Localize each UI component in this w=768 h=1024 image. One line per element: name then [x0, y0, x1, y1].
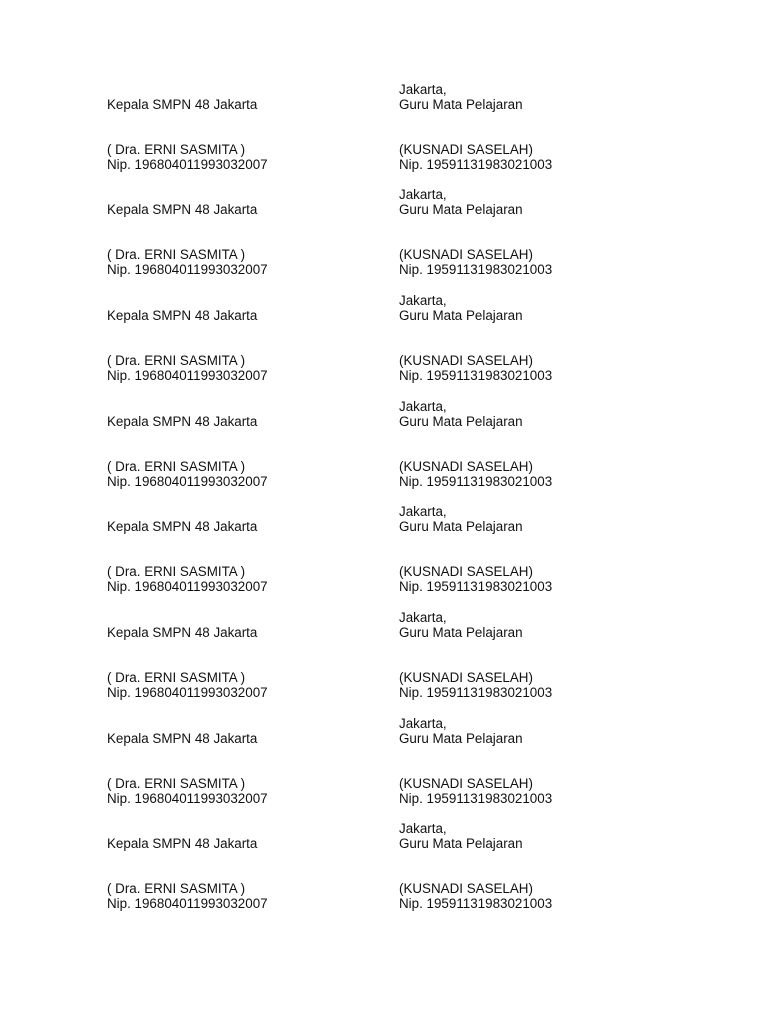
city-date-line: Jakarta, — [399, 504, 447, 519]
teacher-title: Guru Mata Pelajaran — [399, 731, 523, 746]
signature-block — [0, 187, 768, 293]
signature-block — [0, 716, 768, 822]
teacher-nip: Nip. 19591131983021003 — [399, 157, 553, 172]
teacher-title: Guru Mata Pelajaran — [399, 519, 523, 534]
teacher-title: Guru Mata Pelajaran — [399, 308, 523, 323]
city-date-line: Jakarta, — [399, 821, 447, 836]
teacher-nip: Nip. 19591131983021003 — [399, 685, 553, 700]
signature-block — [0, 293, 768, 399]
teacher-name: (KUSNADI SASELAH) — [399, 564, 533, 579]
teacher-name: (KUSNADI SASELAH) — [399, 353, 533, 368]
teacher-name: (KUSNADI SASELAH) — [399, 670, 533, 685]
principal-name: ( Dra. ERNI SASMITA ) — [107, 142, 246, 157]
principal-title: Kepala SMPN 48 Jakarta — [107, 625, 258, 640]
principal-nip: Nip. 196804011993032007 — [107, 579, 268, 594]
principal-nip: Nip. 196804011993032007 — [107, 685, 268, 700]
signature-block — [0, 82, 768, 188]
signature-block — [0, 399, 768, 505]
principal-nip: Nip. 196804011993032007 — [107, 896, 268, 911]
teacher-nip: Nip. 19591131983021003 — [399, 474, 553, 489]
city-date-line: Jakarta, — [399, 716, 447, 731]
principal-title: Kepala SMPN 48 Jakarta — [107, 519, 258, 534]
principal-name: ( Dra. ERNI SASMITA ) — [107, 881, 246, 896]
city-date-line: Jakarta, — [399, 293, 447, 308]
principal-name: ( Dra. ERNI SASMITA ) — [107, 353, 246, 368]
principal-title: Kepala SMPN 48 Jakarta — [107, 308, 258, 323]
teacher-title: Guru Mata Pelajaran — [399, 202, 523, 217]
signature-block — [0, 610, 768, 716]
teacher-nip: Nip. 19591131983021003 — [399, 791, 553, 806]
principal-nip: Nip. 196804011993032007 — [107, 791, 268, 806]
city-date-line: Jakarta, — [399, 187, 447, 202]
principal-name: ( Dra. ERNI SASMITA ) — [107, 459, 246, 474]
teacher-title: Guru Mata Pelajaran — [399, 414, 523, 429]
principal-name: ( Dra. ERNI SASMITA ) — [107, 776, 246, 791]
teacher-nip: Nip. 19591131983021003 — [399, 896, 553, 911]
principal-title: Kepala SMPN 48 Jakarta — [107, 414, 258, 429]
principal-nip: Nip. 196804011993032007 — [107, 368, 268, 383]
principal-title: Kepala SMPN 48 Jakarta — [107, 836, 258, 851]
teacher-name: (KUSNADI SASELAH) — [399, 881, 533, 896]
principal-nip: Nip. 196804011993032007 — [107, 157, 268, 172]
teacher-name: (KUSNADI SASELAH) — [399, 247, 533, 262]
teacher-title: Guru Mata Pelajaran — [399, 625, 523, 640]
teacher-nip: Nip. 19591131983021003 — [399, 262, 553, 277]
principal-nip: Nip. 196804011993032007 — [107, 262, 268, 277]
principal-name: ( Dra. ERNI SASMITA ) — [107, 670, 246, 685]
signature-block — [0, 504, 768, 610]
teacher-title: Guru Mata Pelajaran — [399, 836, 523, 851]
principal-name: ( Dra. ERNI SASMITA ) — [107, 247, 246, 262]
teacher-title: Guru Mata Pelajaran — [399, 97, 523, 112]
principal-name: ( Dra. ERNI SASMITA ) — [107, 564, 246, 579]
signature-block — [0, 821, 768, 927]
city-date-line: Jakarta, — [399, 610, 447, 625]
teacher-name: (KUSNADI SASELAH) — [399, 459, 533, 474]
city-date-line: Jakarta, — [399, 82, 447, 97]
teacher-name: (KUSNADI SASELAH) — [399, 776, 533, 791]
principal-title: Kepala SMPN 48 Jakarta — [107, 731, 258, 746]
principal-nip: Nip. 196804011993032007 — [107, 474, 268, 489]
teacher-nip: Nip. 19591131983021003 — [399, 579, 553, 594]
city-date-line: Jakarta, — [399, 399, 447, 414]
principal-title: Kepala SMPN 48 Jakarta — [107, 97, 258, 112]
principal-title: Kepala SMPN 48 Jakarta — [107, 202, 258, 217]
teacher-nip: Nip. 19591131983021003 — [399, 368, 553, 383]
teacher-name: (KUSNADI SASELAH) — [399, 142, 533, 157]
